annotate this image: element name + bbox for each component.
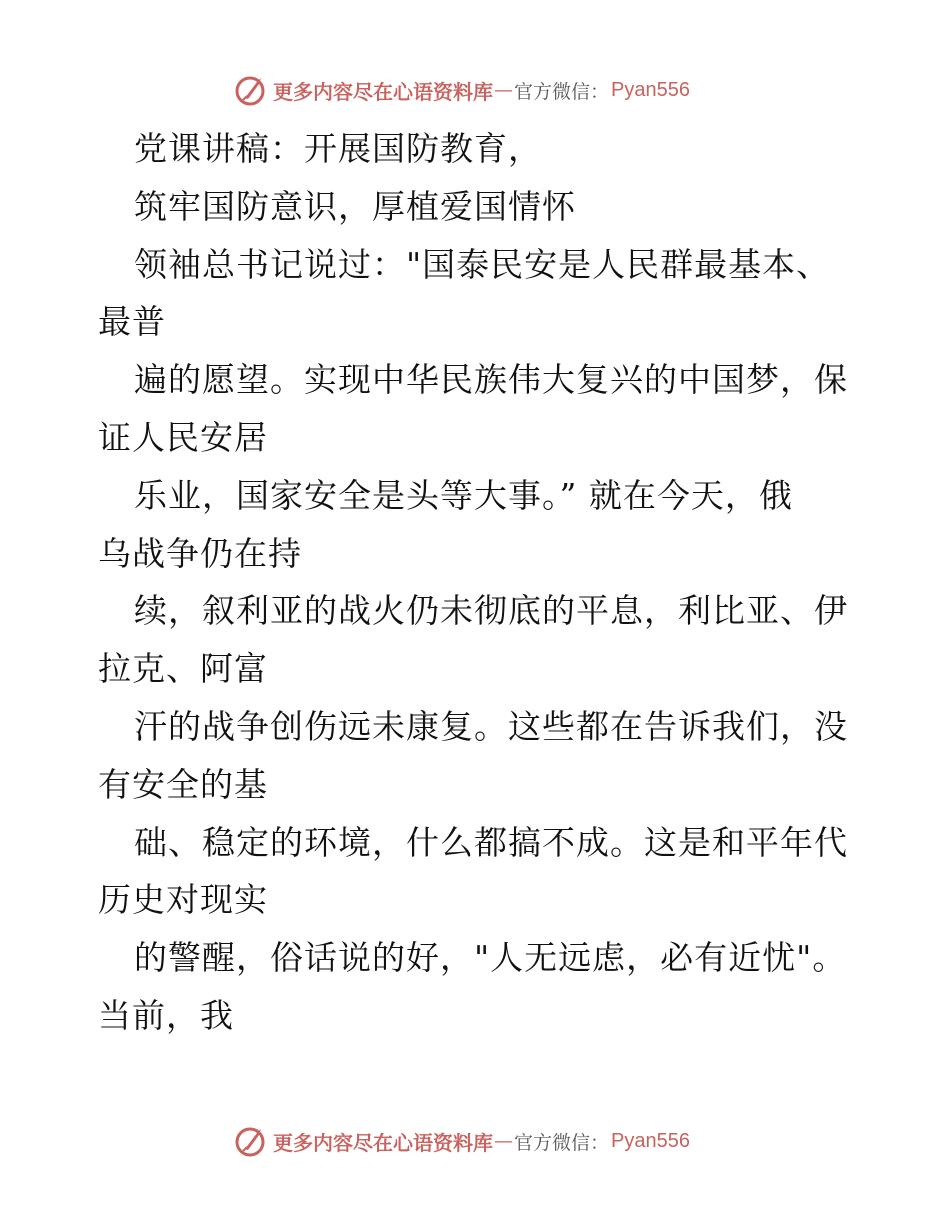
banner-main-text: 更多内容尽在心语资料库 <box>273 79 493 104</box>
text-line: 领袖总书记说过："国泰民安是人民群最基本、 <box>134 244 831 284</box>
text-line: 历史对现实 <box>98 880 268 920</box>
quill-logo-icon <box>233 72 269 108</box>
text-line: 汗的战争创伤远未康复。这些都在告诉我们，没 <box>134 706 848 746</box>
footer-watermark <box>233 1121 690 1161</box>
banner-wechat-id: Pyan556 <box>611 78 690 101</box>
text-line: 最普 <box>98 302 166 342</box>
text-line: 证人民安居 <box>98 417 268 457</box>
text-line: 乐业，国家安全是头等大事。” 就在今天，俄 <box>134 475 793 515</box>
text-line: 当前，我 <box>98 995 234 1035</box>
banner-wechat-label: 官方微信： <box>514 1131 610 1154</box>
banner-main-text: 更多内容尽在心语资料库 <box>273 1130 493 1155</box>
text-line: 筑牢国防意识，厚植爱国情怀 <box>134 186 576 226</box>
text-line: 党课讲稿：开展国防教育， <box>134 129 542 168</box>
banner-wechat-id: Pyan556 <box>611 1129 690 1152</box>
text-line: 续，叙利亚的战火仍未彻底的平息，利比亚、伊 <box>134 591 848 631</box>
text-line: 础、稳定的环境，什么都搞不成。这是和平年代 <box>134 822 848 862</box>
banner-separator: — <box>494 1130 513 1152</box>
text-line: 有安全的基 <box>98 764 268 804</box>
text-line: 拉克、阿富 <box>98 649 268 689</box>
banner-separator: — <box>494 79 513 101</box>
text-line: 遍的愿望。实现中华民族伟大复兴的中国梦，保 <box>134 360 848 400</box>
document-body <box>98 120 858 1045</box>
header-watermark <box>233 70 690 110</box>
text-line: 乌战争仍在持 <box>98 533 302 573</box>
text-line: 的警醒，俗话说的好，"人无远虑，必有近忧"。 <box>134 938 847 978</box>
quill-logo-icon <box>233 1123 269 1159</box>
banner-wechat-label: 官方微信： <box>514 80 610 103</box>
